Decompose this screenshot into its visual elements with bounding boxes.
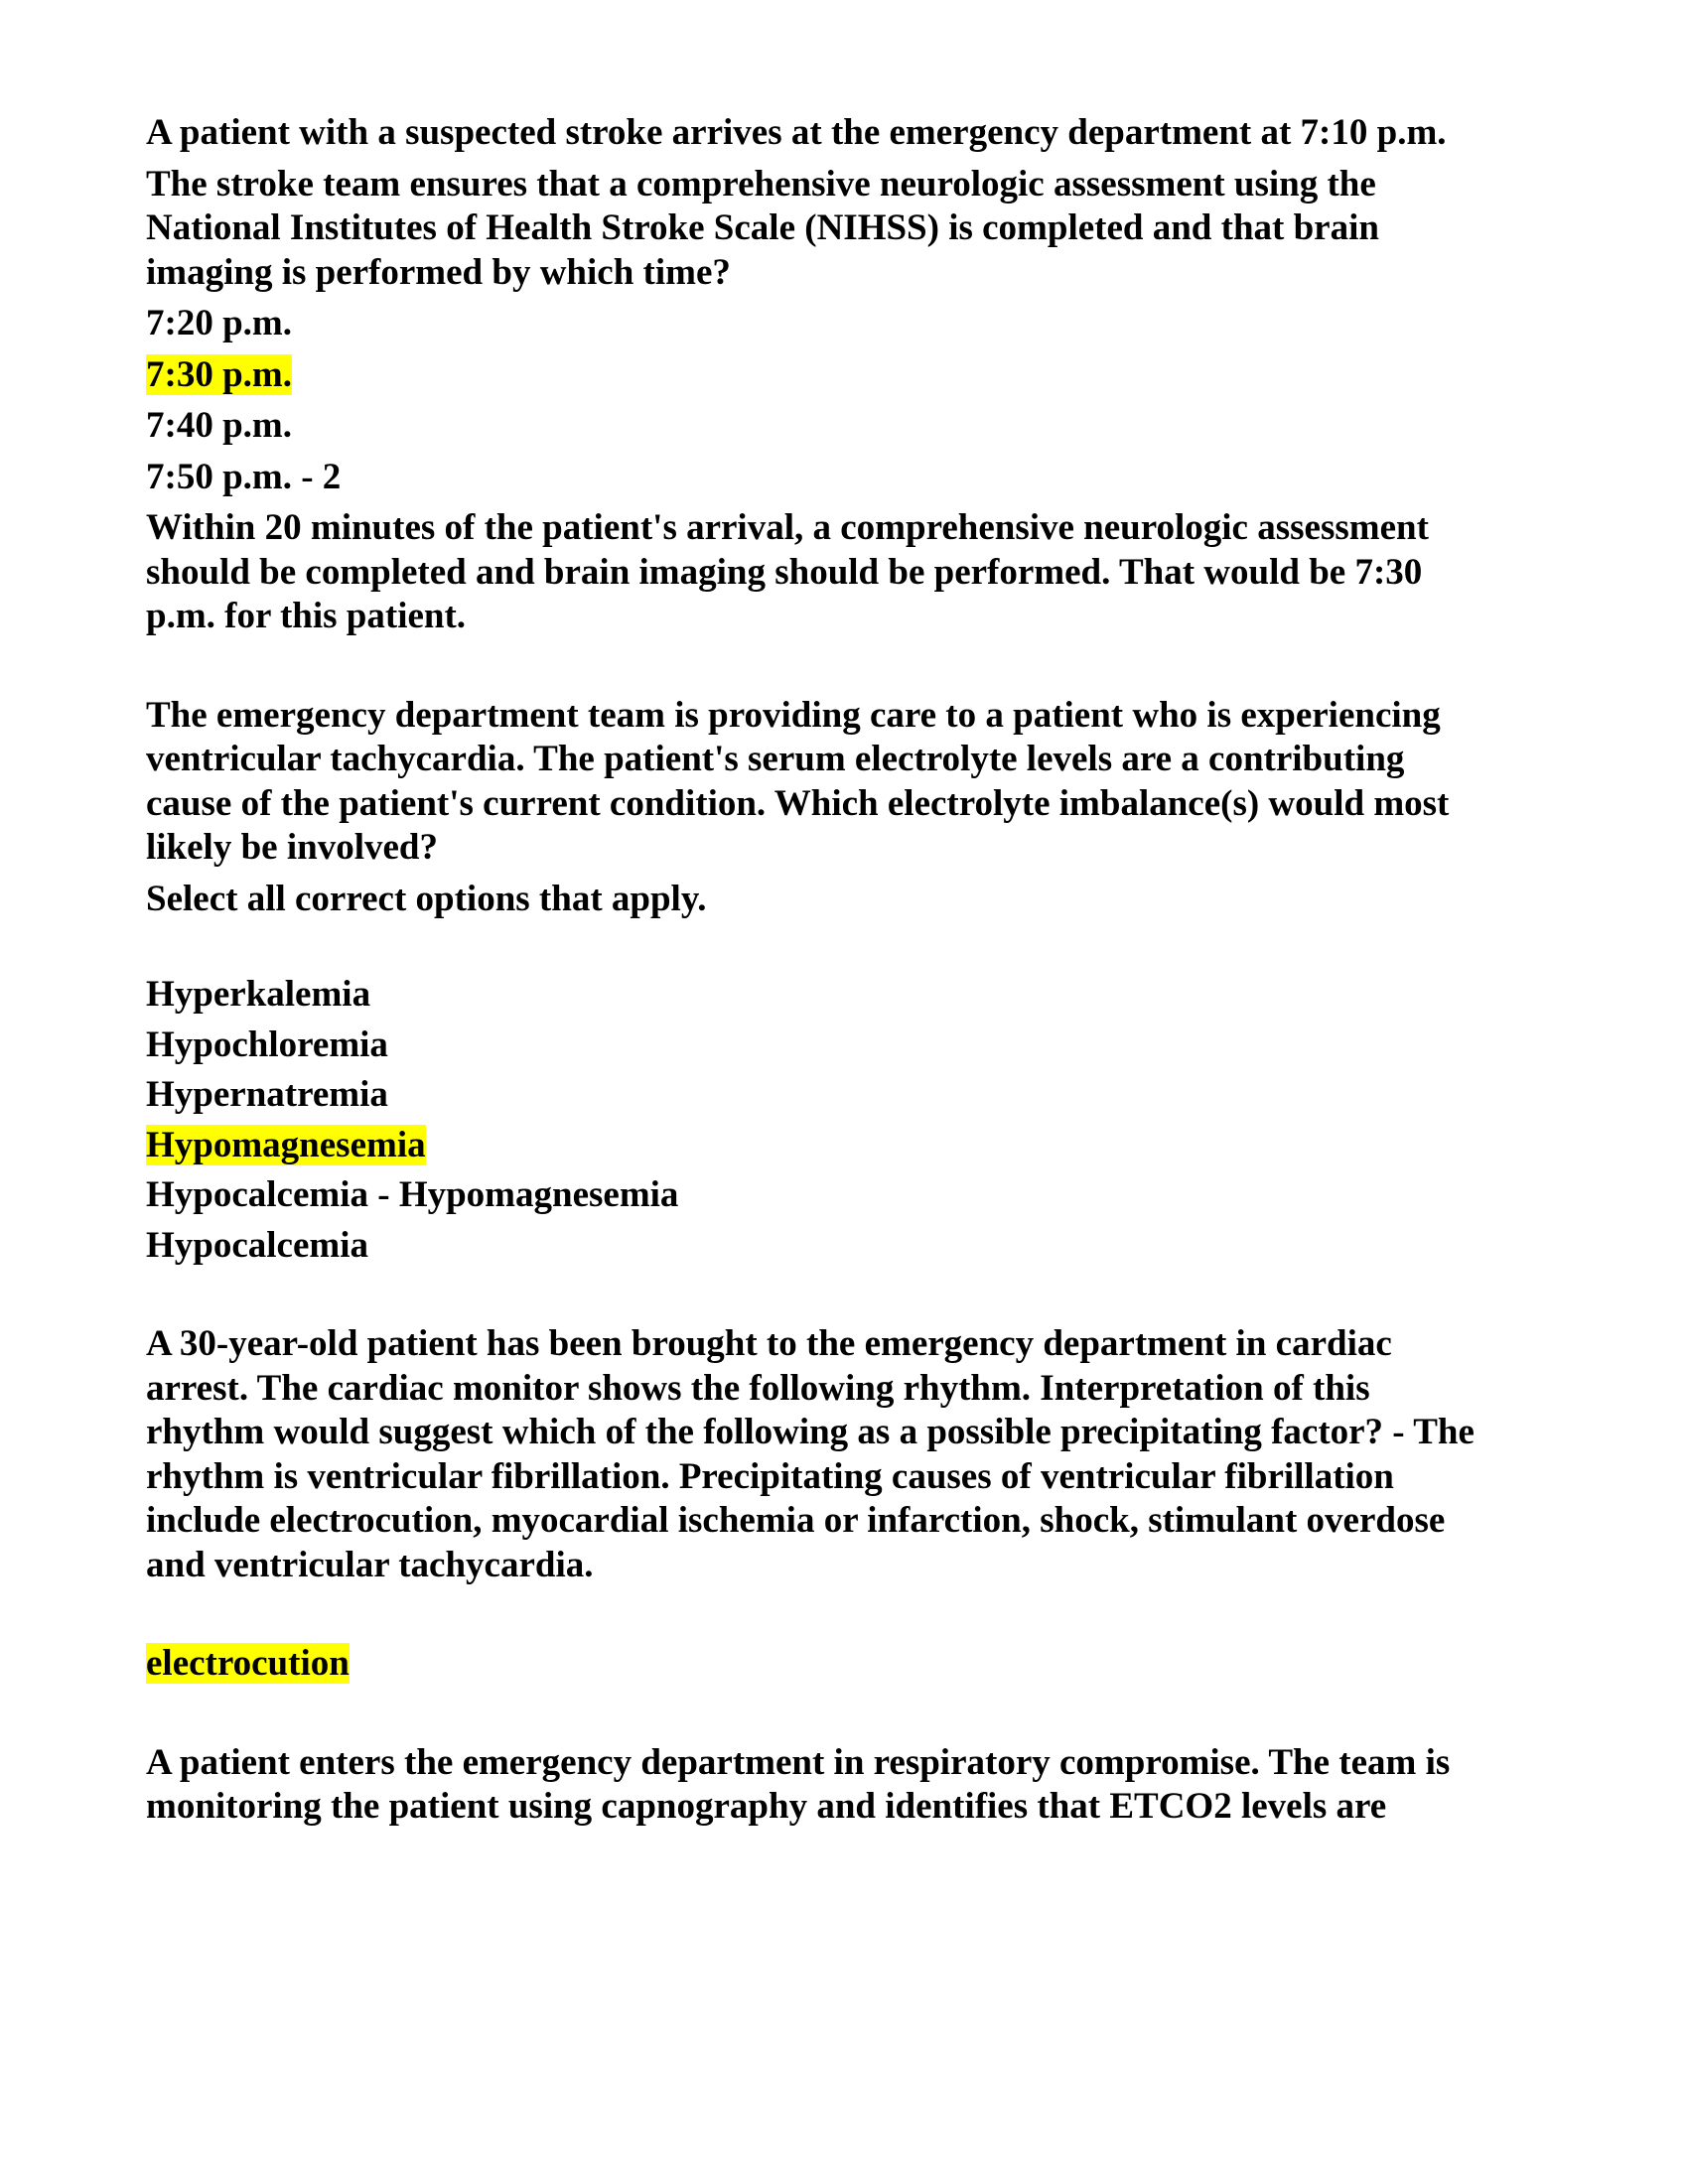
answer-highlight: electrocution [146,1643,350,1684]
q2-option-6: Hypocalcemia [146,1224,369,1266]
answer-highlight: 7:30 p.m. [146,353,292,395]
q1-option-3: 7:40 p.m. [146,405,292,446]
document-content [146,111,1496,1830]
q4-question: A patient enters the emergency department in respiratory compromise. The team is monitoring the patient using capnography and identifies that ETCO2 levels are [146,1741,1451,1827]
q1-option-2-correct [146,353,1496,398]
q2-option-1: Hyperkalemia [146,974,371,1015]
q2-question: The emergency department team is providing care to a patient who is experiencing ventricular tachycardia. The patient's serum electrolyte levels are a contributing cause of the patient's current condition. Which electrolyte imbalance(s) would most likely be involved? [146,694,1450,868]
answer-highlight: Hypomagnesemia [146,1124,426,1165]
q1-question-line-2: The stroke team ensures that a comprehensive neurologic assessment using the National Institutes of Health Stroke Scale (NIHSS) is completed and that brain imaging is performed by which time? [146,163,1379,293]
q1-option-1: 7:20 p.m. [146,303,292,343]
q3-answer [146,1642,1496,1687]
q2-option-3: Hypernatremia [146,1074,388,1115]
q2-option-4-correct [146,1124,1496,1168]
q1-explanation: Within 20 minutes of the patient's arrival, a comprehensive neurologic assessment should be completed and brain imaging should be performed. That would be 7:30 p.m. for this patient. [146,507,1429,636]
q2-instruction: Select all correct options that apply. [146,878,707,919]
q2-option-5: Hypocalcemia - Hypomagnesemia [146,1174,679,1215]
q1-option-4: 7:50 p.m. - 2 [146,456,342,497]
q1-question-line-1: A patient with a suspected stroke arrives at the emergency department at 7:10 p.m. [146,112,1447,153]
q3-question: A 30-year-old patient has been brought to the emergency department in cardiac arrest. The cardiac monitor shows the following rhythm. Interpretation of this rhythm would suggest which of the following as a possible precipitating factor? - The rhythm is ventricular fibrillation. Precipitating causes of ventricular fibrillation include electrocution, myocardial ischemia or infarction, shock, stimulant overdose and ventricular tachycardia. [146,1323,1475,1585]
q2-option-2: Hypochloremia [146,1024,388,1065]
